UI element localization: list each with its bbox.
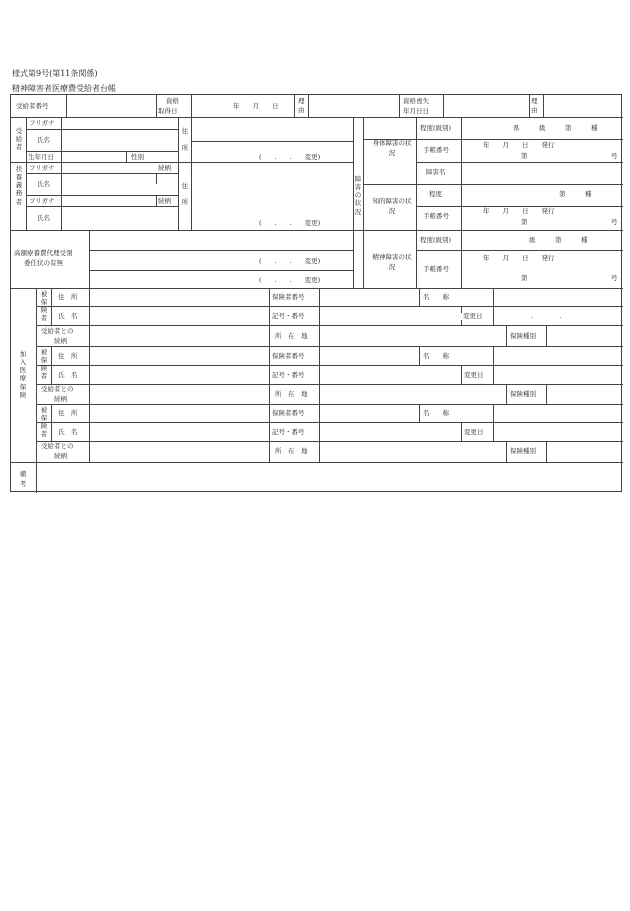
physical-label: 身体障害の状況 <box>372 139 412 157</box>
ins2-relation-2: 続柄 <box>54 395 67 403</box>
ins3-change-label: 変更日 <box>464 428 484 436</box>
insured-label-2: 被保険者 <box>40 348 48 381</box>
recipient-address-label: 住所 <box>181 127 189 152</box>
ins2-name2: 名 称 <box>423 352 449 360</box>
guardian-change: ( . . 変更) <box>259 219 321 227</box>
reason2-label-2: 由 <box>531 106 538 114</box>
highcost-change-1: ( . . 変更) <box>259 257 321 265</box>
insurance-label: 加入医療保険 <box>19 350 27 399</box>
highcost-change-2: ( . . 変更) <box>259 276 321 284</box>
mental-dai: 第 <box>521 274 528 282</box>
ins3-location: 所 在 地 <box>275 447 308 455</box>
guardian-label: 扶養義務者 <box>15 165 23 206</box>
reason-label-1: 理 <box>298 97 305 105</box>
physical-go: 号 <box>611 152 618 160</box>
guardian-relation-1: 続柄 <box>158 164 171 172</box>
ins1-change-dots: . . <box>531 312 562 320</box>
ins1-location: 所 在 地 <box>275 332 308 340</box>
ins2-address: 住 所 <box>58 352 78 360</box>
highcost-label-1: 高額療養費代理受領 <box>14 249 73 257</box>
intellectual-shu: 第 種 <box>559 190 592 198</box>
recipient-no-label: 受給者番号 <box>16 102 49 110</box>
recipient-birth: 生年月日 <box>28 153 54 161</box>
ins1-symbol: 記号・番号 <box>272 312 305 320</box>
ins1-change-label: 変更日 <box>463 312 483 320</box>
intellectual-label: 知的障害の状況 <box>372 197 412 215</box>
ins1-name: 氏 名 <box>58 312 78 320</box>
insured-label-3: 被保険者 <box>40 406 48 439</box>
remarks-label: 備考 <box>19 470 27 489</box>
ins2-change-label: 変更日 <box>464 371 484 379</box>
mental-go: 号 <box>611 274 618 282</box>
physical-grade-value: 県 級 第 種 <box>513 124 598 132</box>
insured-label-1: 被保険者 <box>40 290 48 323</box>
intellectual-issue: 年 月 日 発行 <box>483 207 555 215</box>
recipient-label: 受給者 <box>15 127 23 152</box>
ins2-symbol: 記号・番号 <box>272 371 305 379</box>
ins1-insurer-no: 保険者番号 <box>272 293 305 301</box>
guardian-name-2: 氏名 <box>37 214 50 222</box>
ins2-type: 保険種別 <box>510 390 536 398</box>
mental-issue: 年 月 日 発行 <box>483 254 555 262</box>
ins3-address: 住 所 <box>58 409 78 417</box>
guardian-furigana-2: フリガナ <box>29 197 55 205</box>
mental-label: 精神障害の状況 <box>372 253 412 271</box>
loss-date-label-1: 資格喪失 <box>403 97 429 105</box>
ins3-name: 氏 名 <box>58 428 78 436</box>
ins1-relation-2: 続柄 <box>54 337 67 345</box>
reason2-label-1: 理 <box>531 97 538 105</box>
ins1-relation-1: 受給者との <box>41 327 74 335</box>
acquire-date-label-2: 取得日 <box>158 107 178 115</box>
ins3-symbol: 記号・番号 <box>272 428 305 436</box>
mental-grade-label: 程度(級別) <box>420 236 452 244</box>
ins2-name: 氏 名 <box>58 371 78 379</box>
acquire-date-value: 年 月 日 <box>233 102 279 110</box>
ins2-location: 所 在 地 <box>275 390 308 398</box>
ins3-name2: 名 称 <box>423 409 449 417</box>
disability-name-label: 障害名 <box>426 168 446 176</box>
form-number: 様式第9号(第11条関係) <box>12 69 98 78</box>
ledger-table <box>10 94 622 492</box>
guardian-furigana-1: フリガナ <box>29 164 55 172</box>
physical-handbook-label: 手帳番号 <box>423 146 449 154</box>
mental-handbook-label: 手帳番号 <box>423 265 449 273</box>
physical-grade-label: 程度(級別) <box>420 124 452 132</box>
ins1-address: 住 所 <box>58 293 78 301</box>
ins1-name2: 名 称 <box>423 293 449 301</box>
loss-date-label-2: 年月日日 <box>403 107 429 115</box>
ins2-insurer-no: 保険者番号 <box>272 352 305 360</box>
ins1-type: 保険種別 <box>510 332 536 340</box>
ins2-relation-1: 受給者との <box>41 385 74 393</box>
highcost-label-2: 委任状の有無 <box>24 259 63 267</box>
ins3-type: 保険種別 <box>510 447 536 455</box>
guardian-address-label: 住所 <box>181 182 189 206</box>
recipient-furigana: フリガナ <box>29 119 55 127</box>
guardian-name-1: 氏名 <box>37 180 50 188</box>
physical-dai: 第 <box>521 152 528 160</box>
physical-issue: 年 月 日 発行 <box>483 141 555 149</box>
intellectual-go: 号 <box>611 218 618 226</box>
guardian-relation-2: 続柄 <box>158 197 171 205</box>
mental-grade-value: 級 第 種 <box>529 236 588 244</box>
form-title: 精神障害者医療費受給者台帳 <box>12 84 116 93</box>
disability-label: 障害の状況 <box>354 175 362 216</box>
intellectual-degree-label: 程度 <box>429 190 442 198</box>
recipient-name: 氏名 <box>37 136 50 144</box>
intellectual-handbook-label: 手帳番号 <box>423 212 449 220</box>
recipient-sex: 性別 <box>131 153 144 161</box>
intellectual-dai: 第 <box>521 218 528 226</box>
reason-label-2: 由 <box>298 106 305 114</box>
recipient-change: ( . . 変更) <box>259 153 321 161</box>
ins3-relation-2: 続柄 <box>54 452 67 460</box>
ins3-insurer-no: 保険者番号 <box>272 409 305 417</box>
ins3-relation-1: 受給者との <box>41 442 74 450</box>
acquire-date-label-1: 資格 <box>166 97 179 105</box>
